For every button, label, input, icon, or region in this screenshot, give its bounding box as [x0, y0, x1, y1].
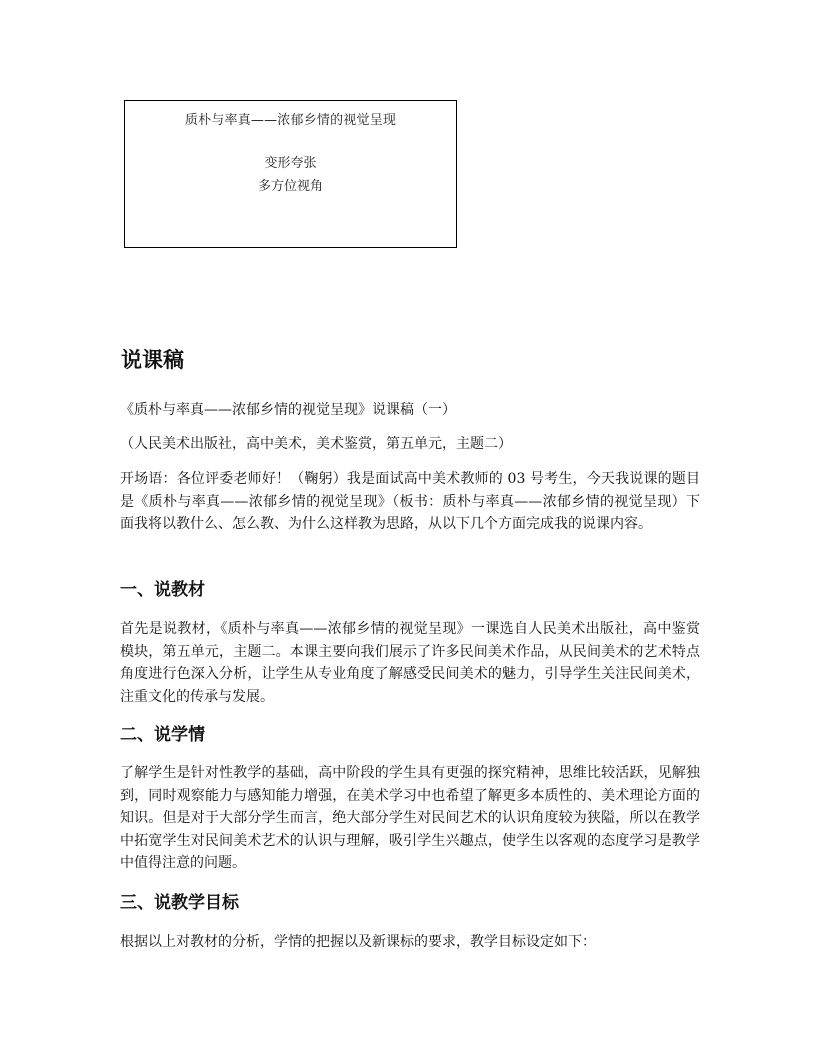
blackboard-plan-box — [124, 100, 457, 248]
section-heading-students: 二、说学情 — [120, 725, 205, 745]
section-heading-objectives: 三、说教学目标 — [120, 893, 239, 913]
section-heading-textbook: 一、说教材 — [120, 580, 205, 600]
opening-paragraph: 开场语：各位评委老师好！（鞠躬）我是面试高中美术教师的 03 号考生，今天我说课的题目是《质朴与率真——浓郁乡情的视觉呈现》（板书：质朴与率真——浓郁乡情的视觉呈现）下面我将以教什么、怎么教、为什么这样教为思路，从以下几个方面完成我的说课内容。 — [120, 471, 700, 532]
section-body-students: 了解学生是针对性教学的基础，高中阶段的学生具有更强的探究精神，思维比较活跃，见解独到，同时观察能力与感知能力增强，在美术学习中也希望了解更多本质性的、美术理论方面的知识。但是对于大部分学生而言，绝大部分学生对民间艺术的认识角度较为狭隘，所以在教学中拓宽学生对民间美术艺术的认识与理解，吸引学生兴趣点，使学生以客观的态度学习是教学中值得注意的问题。 — [120, 765, 700, 871]
section-body-objectives: 根据以上对教材的分析，学情的把握以及新课标的要求，教学目标设定如下： — [120, 934, 596, 950]
section-body-textbook: 首先是说教材，《质朴与率真——浓郁乡情的视觉呈现》一课选自人民美术出版社，高中鉴赏模块，第五单元，主题二。本课主要向我们展示了许多民间美术作品，从民间美术的艺术特点角度进行色深入分析，让学生从专业角度了解感受民间美术的魅力，引导学生关注民间美术，注重文化的传承与发展。 — [120, 621, 700, 705]
lesson-subtitle: 《质朴与率真——浓郁乡情的视觉呈现》说课稿（一） — [120, 402, 456, 418]
board-line-1: 变形夸张 — [264, 156, 317, 171]
board-line-2: 多方位视角 — [257, 179, 323, 194]
lesson-source: （人民美术出版社，高中美术，美术鉴赏，第五单元，主题二） — [120, 436, 512, 452]
page-title: 说课稿 — [121, 348, 184, 372]
board-title: 质朴与率真——浓郁乡情的视觉呈现 — [184, 113, 397, 128]
